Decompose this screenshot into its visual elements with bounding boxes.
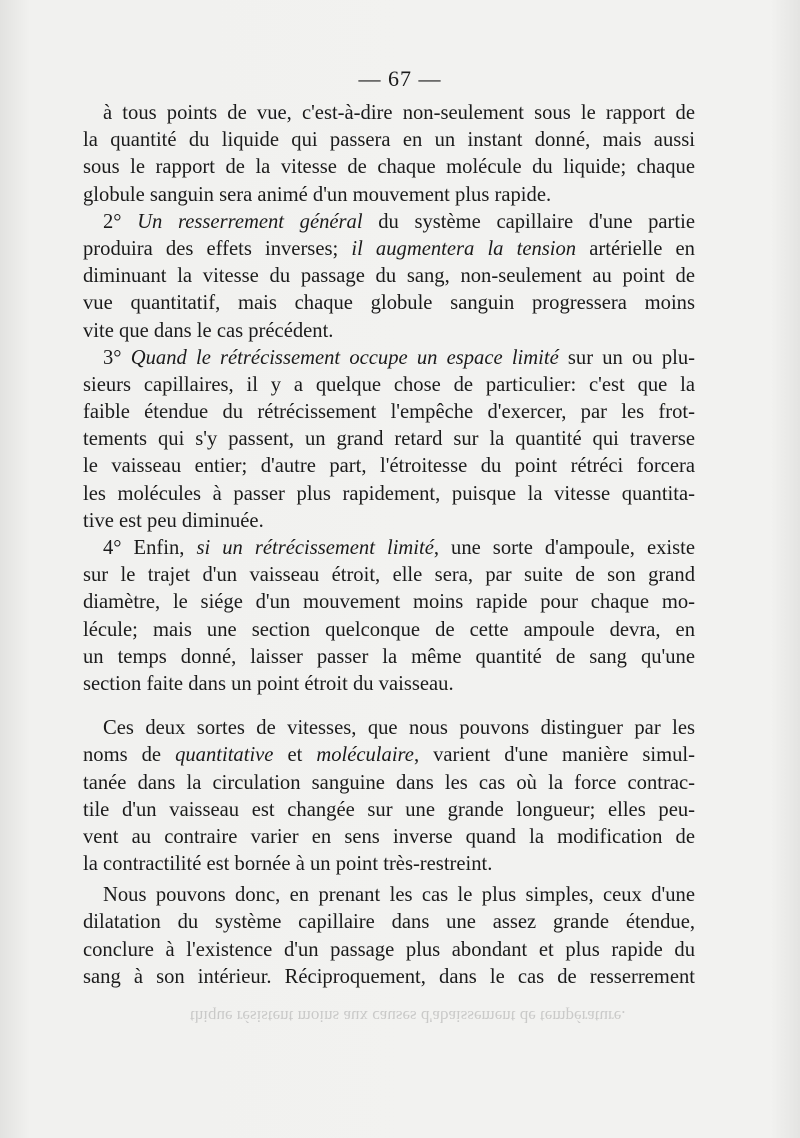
text-line: tile d'un vaisseau est changée sur une grande longueur; elles peu- (83, 798, 695, 821)
text-line: faible étendue du rétrécissement l'empêche d'exercer, par les frot- (83, 401, 695, 424)
text-line: tements qui s'y passent, un grand retard sur la quantité qui traverse (83, 428, 695, 451)
text-line: diminuant la vitesse du passage du sang, non-seulement au point de (83, 265, 695, 288)
text-line: les molécules à passer plus rapidement, puisque la vitesse quantita- (83, 482, 695, 505)
text-line: à tous points de vue, c'est-à-dire non-seulement sous le rapport de (103, 102, 695, 124)
text-line: section faite dans un point étroit du vaisseau. (83, 672, 454, 695)
text-line: tanée dans la circulation sanguine dans les cas où la force contrac- (83, 771, 695, 794)
text-line: vue quantitatif, mais chaque globule sanguin progressera moins (83, 292, 695, 315)
bleed-through-text: thique résistent moins aux causes d'abaissement de température. (190, 1007, 626, 1026)
text-line: dilatation du système capillaire dans une assez grande étendue, (83, 911, 695, 934)
page-number: — 67 — (358, 66, 442, 91)
text-line: sur le trajet d'un vaisseau étroit, elle sera, par suite de son grand (83, 564, 695, 587)
text-line: sang à son intérieur. Réciproquement, dans le cas de resserrement (83, 965, 695, 988)
text-line: Ces deux sortes de vitesses, que nous pouvons distinguer par les (103, 717, 695, 740)
text-line: 3° Quand le rétrécissement occupe un espace limité sur un ou plu- (103, 346, 696, 369)
text-line: sous le rapport de la vitesse de chaque molécule du liquide; chaque (83, 156, 695, 179)
text-line: conclure à l'existence d'un passage plus abondant et plus rapide du (83, 938, 695, 961)
text-line: sieurs capillaires, il y a quelque chose de particulier: c'est que la (83, 373, 695, 396)
text-line: globule sanguin sera animé d'un mouvement plus rapide. (83, 183, 552, 206)
text-line: le vaisseau entier; d'autre part, l'étroitesse du point rétréci forcera (83, 455, 695, 478)
text-line: 4° Enfin, si un rétrécissement limité, une sorte d'ampoule, existe (103, 537, 695, 559)
text-line: vite que dans le cas précédent. (83, 319, 334, 342)
text-line: Nous pouvons donc, en prenant les cas le plus simples, ceux d'une (103, 884, 695, 907)
text-line: la contractilité est bornée à un point très-restreint. (83, 853, 493, 876)
text-line: lécule; mais une section quelconque de cette ampoule devra, en (83, 618, 695, 641)
text-line: noms de quantitative et moléculaire, varient d'une manière simul- (83, 744, 695, 767)
text-line: diamètre, le siége d'un mouvement moins rapide pour chaque mo- (83, 591, 695, 614)
text-line: la quantité du liquide qui passera en un instant donné, mais aussi (83, 129, 695, 152)
body-text (83, 100, 695, 991)
text-line: tive est peu diminuée. (83, 509, 264, 532)
text-line: un temps donné, laisser passer la même quantité de sang qu'une (83, 645, 695, 668)
text-line: 2° Un resserrement général du système capillaire d'une partie (103, 210, 696, 233)
text-line: produira des effets inverses; il augmentera la tension artérielle en (83, 237, 695, 260)
text-line: vent au contraire varier en sens inverse quand la modification de (83, 825, 695, 848)
